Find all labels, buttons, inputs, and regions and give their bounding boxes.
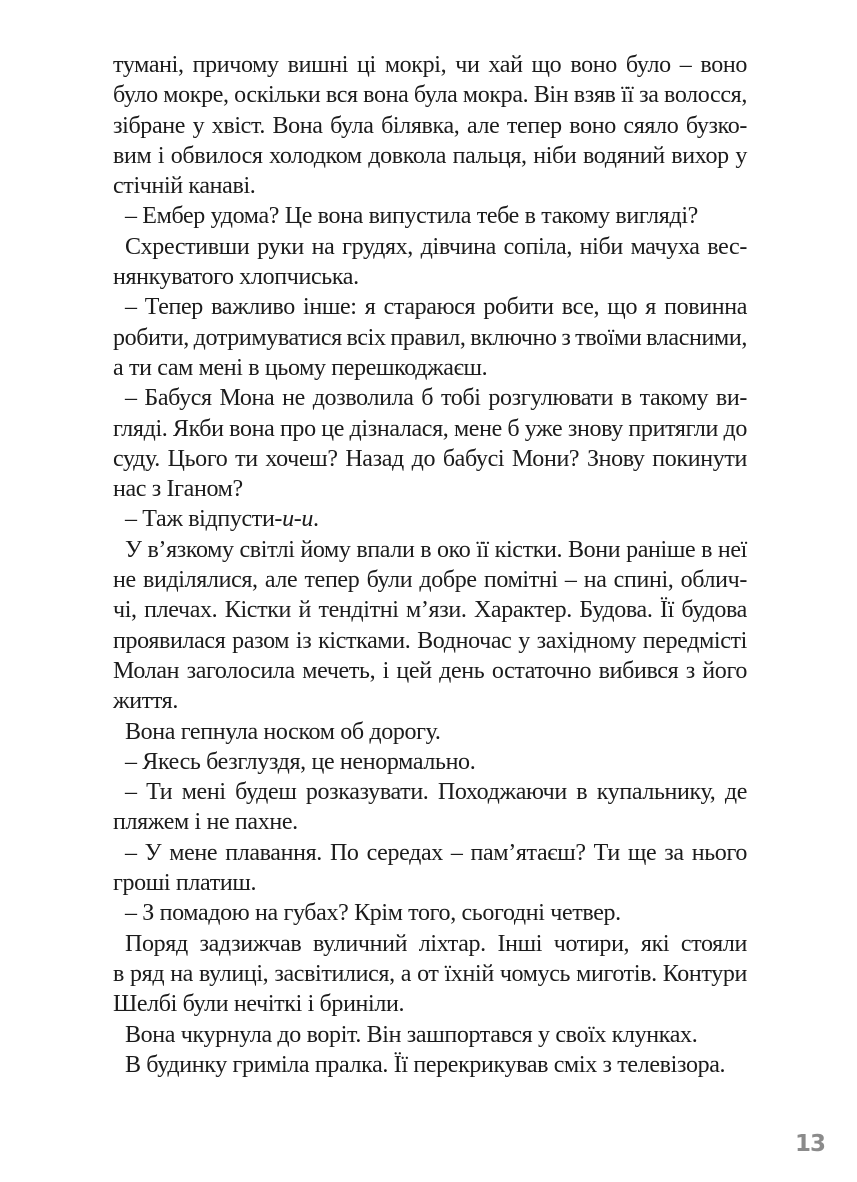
text-segment: в ряд на вулиці, засвітилися, а от їхній чомусь миготів. Контури <box>113 960 747 987</box>
text-line-content <box>125 385 747 411</box>
text-line <box>113 141 747 171</box>
text-line-content <box>125 506 319 532</box>
text-segment: Вона гепнула носком об дорогу. <box>125 718 441 745</box>
text-line-content <box>125 749 475 775</box>
text-line-content <box>113 597 747 623</box>
text-line <box>113 353 747 383</box>
text-line-content <box>113 173 255 199</box>
text-line-content <box>113 688 178 714</box>
text-segment: не виділялися, але тепер були добре помітні – на спині, облич- <box>113 567 747 594</box>
text-line <box>125 504 747 534</box>
text-line <box>125 747 747 777</box>
text-line-content <box>113 658 747 684</box>
text-line-content <box>113 82 747 108</box>
text-line <box>113 959 747 989</box>
text-segment: стічній канаві. <box>113 173 256 200</box>
text-line <box>113 171 747 201</box>
paragraph <box>113 747 747 777</box>
text-segment: було мокре, оскільки вся вона була мокра. Він взяв її за волосся, <box>113 82 747 109</box>
text-line <box>125 898 747 928</box>
text-segment: – Якесь безглуздя, це ненормально. <box>125 748 476 775</box>
text-segment: суду. Цього ти хочеш? Назад до бабусі Мони? Знову покинути <box>113 445 747 472</box>
text-segment: гроші платиш. <box>113 870 257 897</box>
text-segment: тумані, причому вишні ці мокрі, чи хай що воно було – воно <box>113 52 747 78</box>
text-segment: – Ти мені будеш розказувати. Походжаючи в купальнику, де <box>125 779 747 806</box>
text-segment: – Бабуся Мона не дозволила б тобі розгулювати в такому ви- <box>125 385 747 412</box>
text-segment: Молан заголосила мечеть, і цей день остаточно вибився з його <box>113 657 747 684</box>
text-line-content <box>125 1052 725 1078</box>
text-segment: а ти сам мені в цьому перешкоджаєш. <box>113 354 488 381</box>
text-line-content <box>125 294 747 320</box>
text-line <box>125 777 747 807</box>
text-line <box>125 292 747 322</box>
text-line <box>113 807 747 837</box>
text-line <box>125 232 747 262</box>
text-segment: – Тепер важливо інше: я стараюся робити все, що я повинна <box>125 294 747 321</box>
text-line-content <box>125 1022 697 1048</box>
text-line-content <box>113 567 747 593</box>
text-line-content <box>113 52 747 78</box>
text-segment: В будинку гриміла пралка. Її перекрикував сміх з телевізора. <box>125 1051 726 1078</box>
text-line <box>113 111 747 141</box>
text-line <box>113 595 747 625</box>
text-line-content <box>113 991 404 1017</box>
text-line-content <box>125 840 747 866</box>
text-segment: – У мене плавання. По середах – пам’ятаєш? Ти ще за нього <box>125 839 747 866</box>
text-line <box>113 80 747 110</box>
text-line-content <box>113 476 243 502</box>
paragraph <box>113 383 747 504</box>
text-line <box>113 565 747 595</box>
text-line-content <box>125 203 698 229</box>
text-line-content <box>125 779 747 805</box>
paragraph <box>113 929 747 1020</box>
paragraph <box>113 898 747 928</box>
text-line-content <box>113 355 487 381</box>
page-number: 13 <box>795 1131 826 1157</box>
italic-text-segment: и-и <box>282 506 314 533</box>
text-block <box>113 50 747 1080</box>
text-line-content <box>113 113 747 139</box>
text-segment: нянкуватого хлопчиська. <box>113 264 359 291</box>
text-line-content <box>125 931 747 957</box>
paragraph <box>113 292 747 383</box>
paragraph <box>113 201 747 231</box>
paragraph <box>113 535 747 717</box>
text-line-content <box>125 537 747 563</box>
text-line <box>113 686 747 716</box>
text-segment: гляді. Якби вона про це дізналася, мене б уже знову притягли до <box>113 415 747 442</box>
paragraph <box>113 717 747 747</box>
text-segment: життя. <box>113 688 179 715</box>
text-segment: У в’язкому світлі йому впали в око її кістки. Вони раніше в неї <box>125 536 747 563</box>
text-segment: – Ембер удома? Це вона випустила тебе в такому вигляді? <box>125 203 698 230</box>
paragraph <box>113 1020 747 1050</box>
text-line-content <box>113 416 747 442</box>
paragraph <box>113 838 747 899</box>
text-line <box>113 414 747 444</box>
text-line-content <box>113 264 359 290</box>
text-line <box>125 535 747 565</box>
text-segment: . <box>313 506 319 533</box>
text-line <box>125 1020 747 1050</box>
paragraph <box>113 777 747 838</box>
text-segment: Схрестивши руки на грудях, дівчина сопіла, ніби мачуха вес- <box>125 233 747 260</box>
text-line <box>113 444 747 474</box>
paragraph <box>113 1050 747 1080</box>
text-segment: пляжем і не пахне. <box>113 809 298 836</box>
text-segment: нас з Іганом? <box>113 476 243 503</box>
text-line <box>113 262 747 292</box>
paragraph <box>113 232 747 293</box>
text-segment: робити, дотримуватися всіх правил, включно з твоїми власними, <box>113 324 747 351</box>
text-segment: Вона чкурнула до воріт. Він зашпортався у своїх клунках. <box>125 1021 698 1048</box>
text-line <box>125 201 747 231</box>
text-line <box>113 474 747 504</box>
text-line-content <box>113 961 747 987</box>
text-segment: чі, плечах. Кістки й тендітні м’язи. Характер. Будова. Її будова <box>113 597 747 624</box>
text-line-content <box>113 325 747 351</box>
text-segment: – Таж відпусти- <box>125 506 283 533</box>
text-line-content <box>113 446 747 472</box>
text-line <box>113 50 747 80</box>
text-segment: Поряд задзижчав вуличний ліхтар. Інші чотири, які стояли <box>125 930 747 957</box>
text-line-content <box>125 234 747 260</box>
text-segment: вим і обвилося холодком довкола пальця, ніби водяний вихор у <box>113 142 747 169</box>
text-segment: зібране у хвіст. Вона була білявка, але тепер воно сяяло бузко- <box>113 112 747 139</box>
paragraph <box>113 504 747 534</box>
text-line-content <box>113 628 747 654</box>
text-line <box>113 868 747 898</box>
text-line <box>125 838 747 868</box>
text-segment: – З помадою на губах? Крім того, сьогодні четвер. <box>125 900 621 927</box>
text-line-content <box>125 900 621 926</box>
text-line-content <box>113 809 298 835</box>
paragraph <box>113 50 747 201</box>
text-line-content <box>113 870 256 896</box>
text-line <box>125 929 747 959</box>
text-line <box>113 626 747 656</box>
text-segment: проявилася разом із кістками. Водночас у західному передмісті <box>113 627 747 654</box>
text-line <box>125 383 747 413</box>
text-line <box>113 323 747 353</box>
text-line <box>125 1050 747 1080</box>
text-line-content <box>125 719 441 745</box>
text-segment: Шелбі були нечіткі і бриніли. <box>113 991 405 1018</box>
text-line <box>113 989 747 1019</box>
text-line-content <box>113 143 747 169</box>
text-line <box>125 717 747 747</box>
text-line <box>113 656 747 686</box>
